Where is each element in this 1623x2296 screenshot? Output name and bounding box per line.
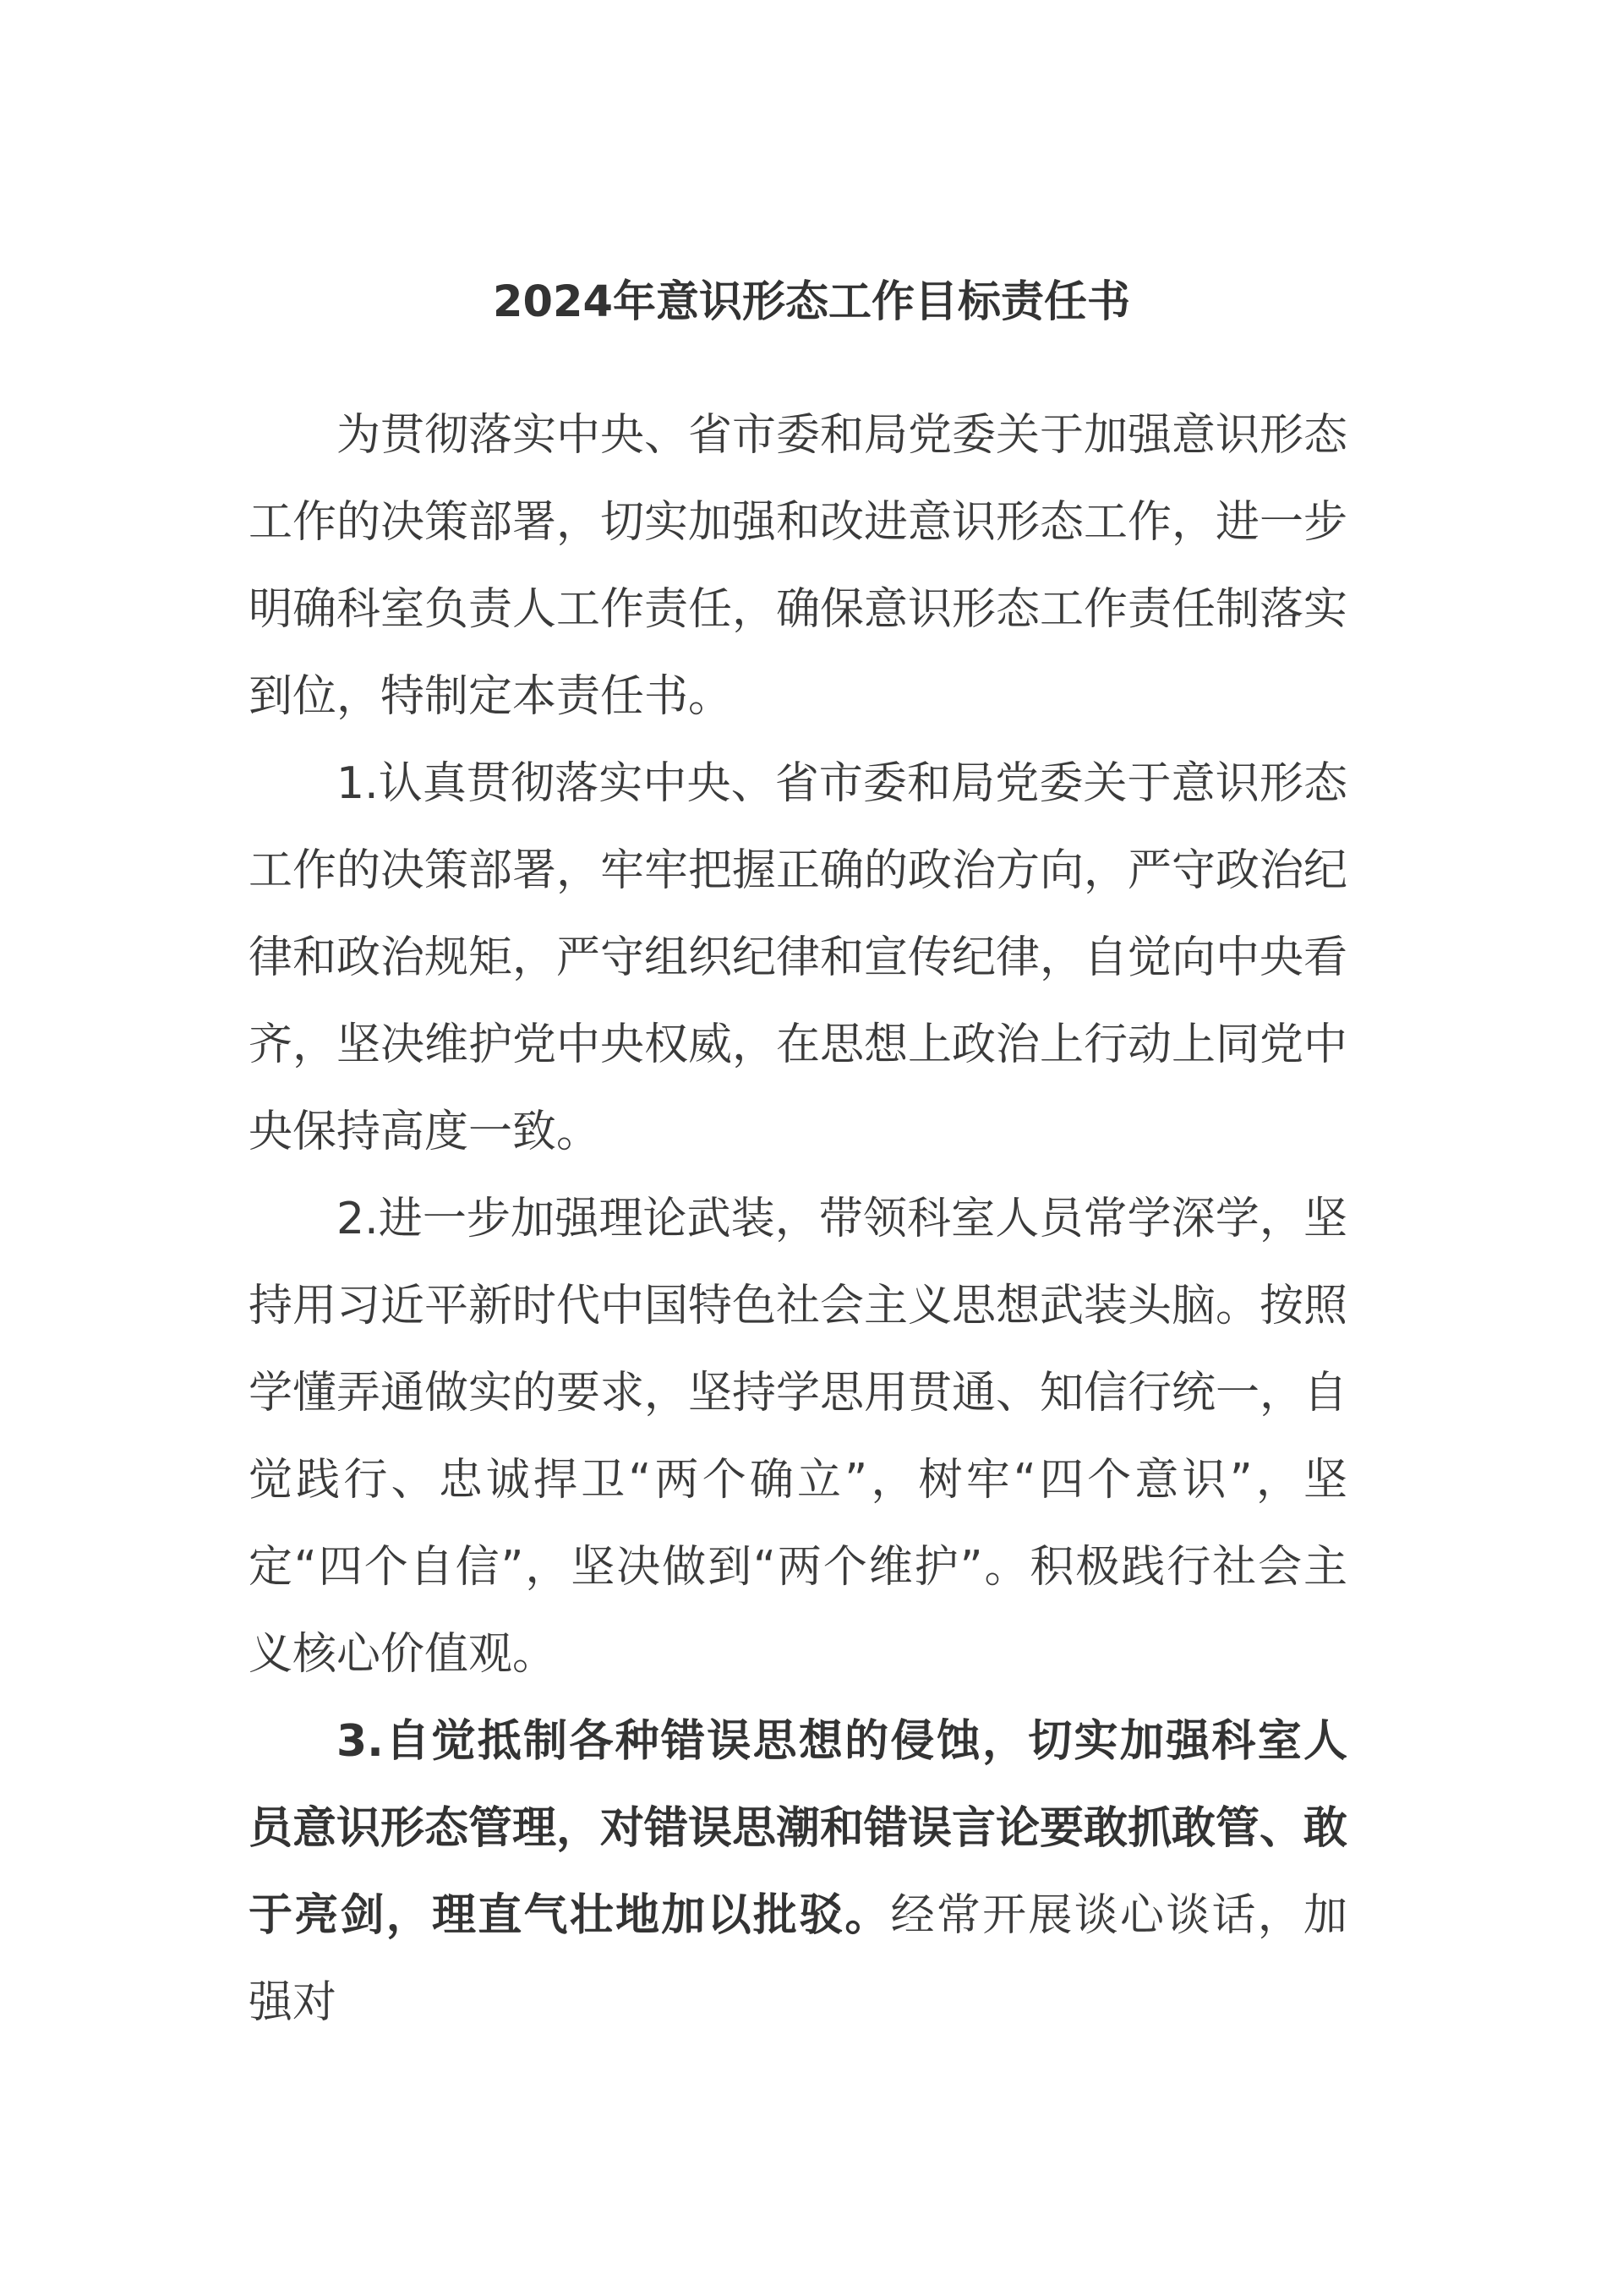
intro-paragraph: [249, 392, 1347, 741]
document-title: 2024年意识形态工作目标责任书: [493, 277, 1130, 327]
paragraph-text: 2.进一步加强理论武装，带领科室人员常学深学，坚持用习近平新时代中国特色社会主义思想武装头脑。按照学懂弄通做实的要求，坚持学思用贯通、知信行统一，自觉践行、忠诚捍卫“两个确立”，树牢“四个意识”，坚定“四个自信”，坚决做到“两个维护”。积极践行社会主义核心价值观。: [249, 1194, 1348, 1680]
document-body: [249, 392, 1347, 2047]
paragraph-text: 经常开展谈心谈话，加强对: [249, 1890, 1347, 2028]
paragraph-bold-text: 3.自觉抵制各种错误思想的侵蚀，切实加强科室人员意识形态管理，对错误思潮和错误言论要敢抓敢管、敢于亮剑，理直气壮地加以批驳。: [249, 1716, 1348, 1941]
item-1-paragraph: [249, 741, 1347, 1176]
item-2-paragraph: [249, 1176, 1347, 1698]
paragraph-text: 1.认真贯彻落实中央、省市委和局党委关于意识形态工作的决策部署，牢牢把握正确的政治方向，严守政治纪律和政治规矩，严守组织纪律和宣传纪律，自觉向中央看齐，坚决维护党中央权威，在思想上政治上行动上同党中央保持高度一致。: [249, 758, 1348, 1157]
item-3-paragraph: [249, 1698, 1347, 2047]
paragraph-text: 为贯彻落实中央、省市委和局党委关于加强意识形态工作的决策部署，切实加强和改进意识形态工作，进一步明确科室负责人工作责任，确保意识形态工作责任制落实到位，特制定本责任书。: [249, 410, 1348, 722]
